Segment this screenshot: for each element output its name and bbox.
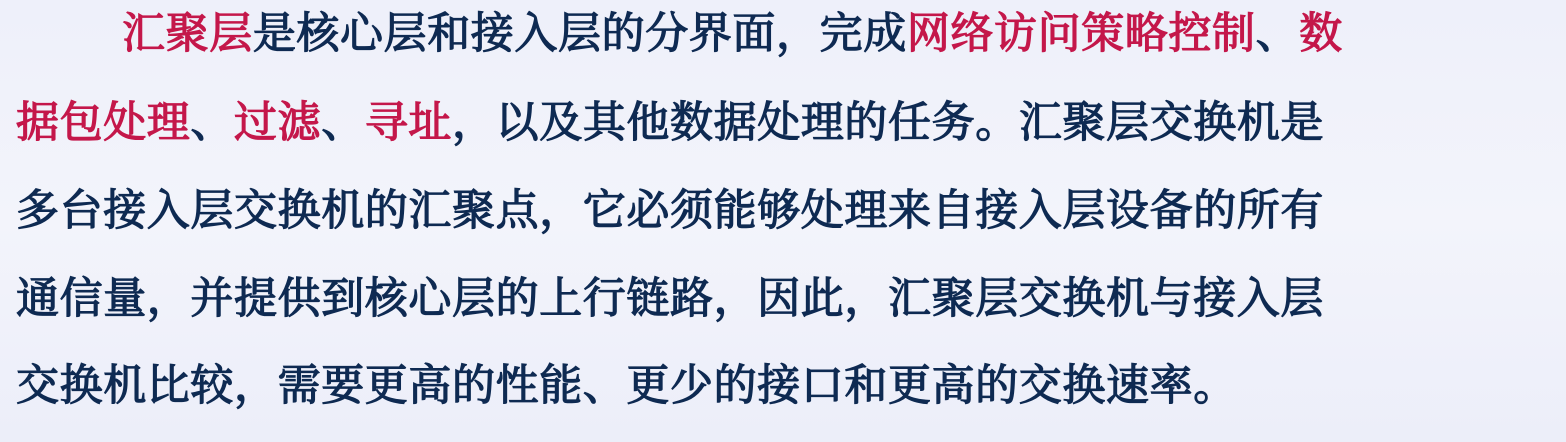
text-segment: 、 bbox=[321, 98, 365, 148]
paragraph-line-1 bbox=[122, 6, 1343, 62]
text-segment: 通信量，并提供到核心层的上行链路，因此，汇聚层交换机与接入层 bbox=[16, 274, 1324, 324]
text-segment: 多台接入层交换机的汇聚点，它必须能够处理来自接入层设备的所有 bbox=[16, 186, 1324, 236]
highlight-access-policy-control: 网络访问策略控制 bbox=[906, 9, 1256, 59]
highlight-convergence-layer: 汇聚层 bbox=[122, 9, 253, 59]
text-segment: 、 bbox=[1255, 9, 1300, 59]
paragraph-line-5 bbox=[16, 358, 1237, 414]
paragraph-line-2 bbox=[16, 95, 1324, 151]
text-segment: 交换机比较，需要更高的性能、更少的接口和更高的交换速率。 bbox=[16, 361, 1237, 411]
text-segment: 是核心层和接入层的分界面，完成 bbox=[252, 9, 907, 59]
paragraph-line-4 bbox=[16, 271, 1324, 327]
text-segment: 、 bbox=[190, 98, 235, 148]
paragraph-line-3 bbox=[16, 183, 1324, 239]
highlight-filtering: 过滤 bbox=[234, 98, 322, 148]
highlight-packet-processing: 据包处理 bbox=[16, 98, 191, 148]
text-segment: ，以及其他数据处理的任务。汇聚层交换机是 bbox=[452, 98, 1325, 148]
highlight-addressing: 寻址 bbox=[364, 98, 453, 148]
highlight-packet-processing-start: 数 bbox=[1299, 9, 1343, 59]
